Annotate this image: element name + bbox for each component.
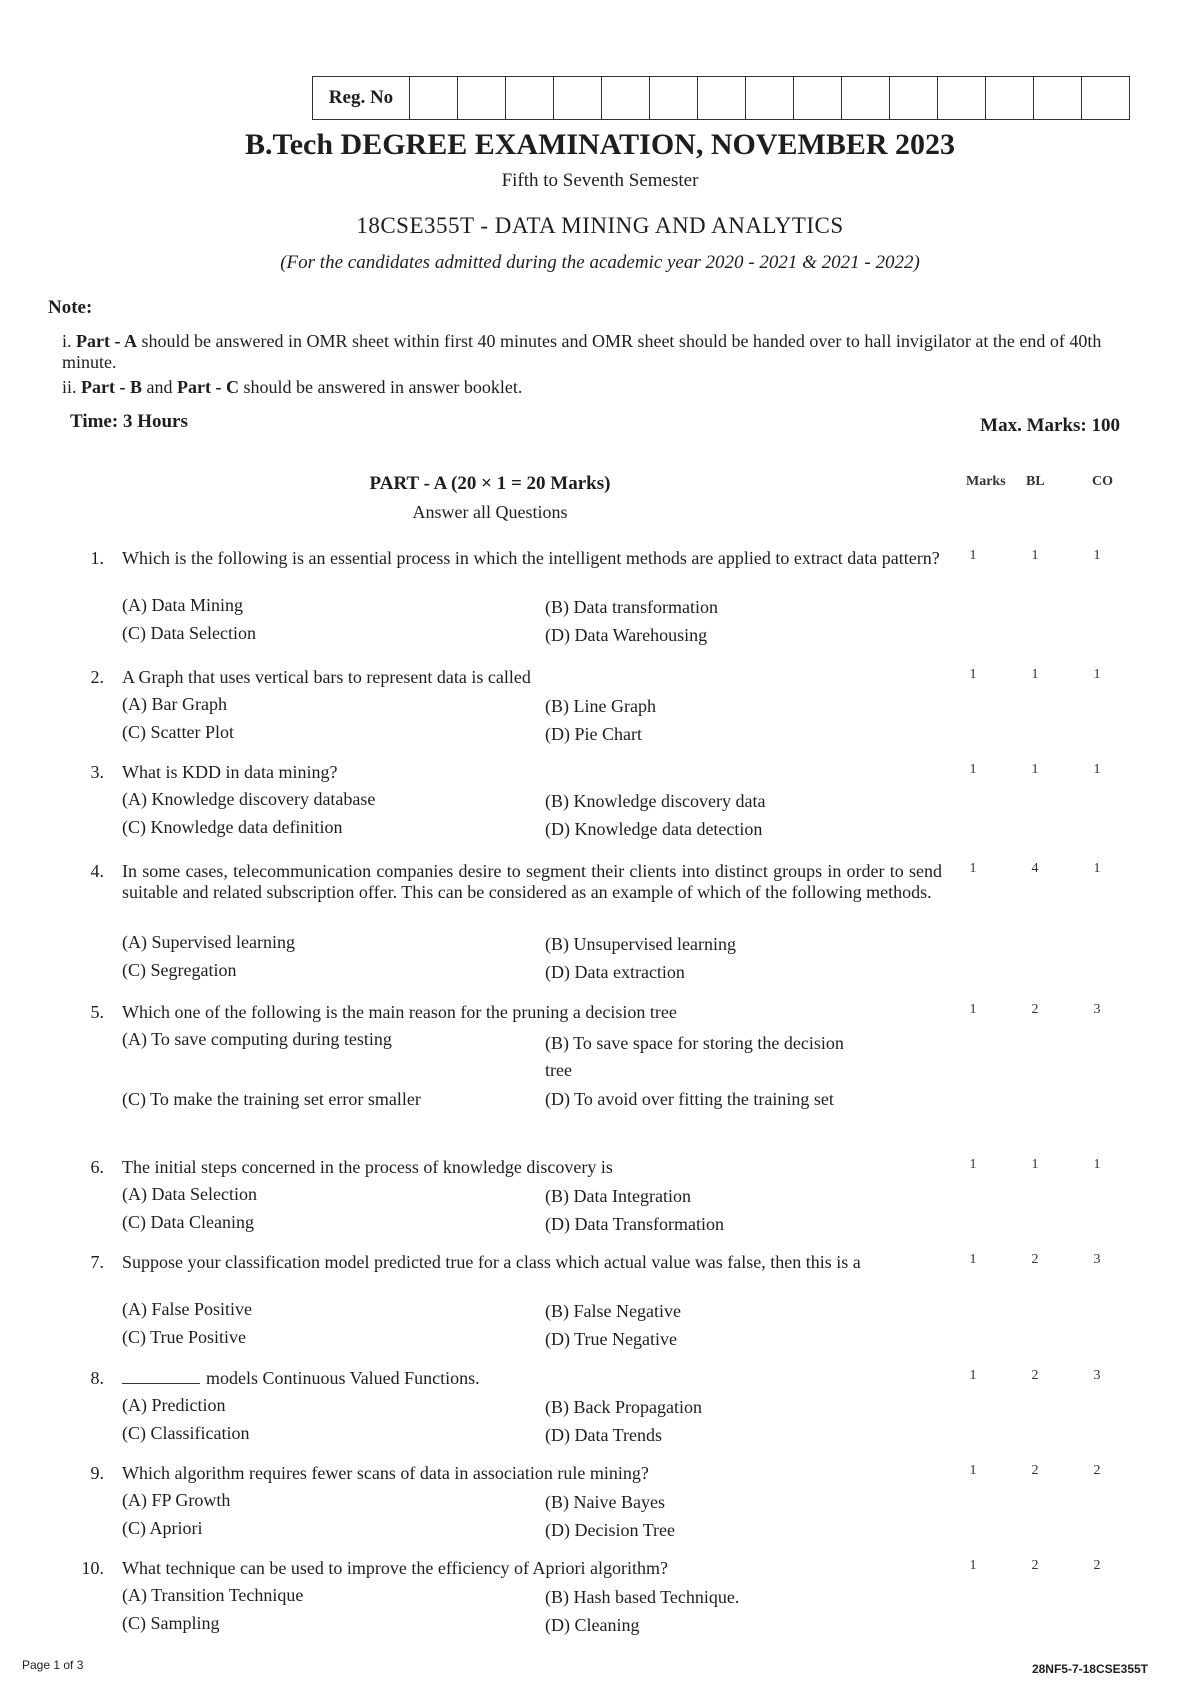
question-co: 3 <box>1093 1368 1101 1383</box>
option-a: (A) Data Selection <box>122 1184 257 1204</box>
option-c: (C) Scatter Plot <box>122 722 234 742</box>
question-marks: 1 <box>969 1002 977 1017</box>
max-marks: Max. Marks: 100 <box>980 415 1120 436</box>
option-b: (B) Hash based Technique. <box>545 1587 740 1607</box>
option-c: (C) Sampling <box>122 1613 220 1633</box>
question-bl: 1 <box>1031 1157 1039 1172</box>
option-a: (A) FP Growth <box>122 1490 231 1510</box>
paper-code: 28NF5-7-18CSE355T <box>1031 1662 1148 1676</box>
option-a: (A) False Positive <box>122 1299 252 1319</box>
option-c: (C) To make the training set error smaller <box>122 1089 421 1109</box>
reg-no-label: Reg. No <box>313 77 410 119</box>
admitted-note: (For the candidates admitted during the academic year 2020 - 2021 & 2021 - 2022) <box>280 252 920 273</box>
question-bl: 2 <box>1031 1252 1039 1267</box>
option-b: (B) False Negative <box>545 1301 681 1321</box>
question-number: 1. <box>90 548 104 568</box>
option-b: (B) Data Integration <box>545 1186 691 1206</box>
option-b: (B) Knowledge discovery data <box>545 791 766 811</box>
question-co: 1 <box>1093 548 1101 563</box>
reg-no-cell <box>602 77 650 119</box>
question-number: 10. <box>81 1558 104 1578</box>
option-c: (C) Knowledge data definition <box>122 817 343 837</box>
question-marks: 1 <box>969 667 977 682</box>
question-number: 8. <box>90 1368 104 1388</box>
fill-in-blank <box>122 1383 200 1384</box>
question-marks: 1 <box>969 548 977 563</box>
question-co: 1 <box>1093 667 1101 682</box>
part-a-title: PART - A (20 × 1 = 20 Marks) <box>369 473 611 494</box>
question-co: 3 <box>1093 1252 1101 1267</box>
reg-no-cell <box>554 77 602 119</box>
reg-no-cell <box>746 77 794 119</box>
option-c: (C) True Positive <box>122 1327 247 1347</box>
question-text: Which is the following is an essential process in which the intelligent methods are applied to extract data pattern? <box>122 548 940 568</box>
option-a: (A) Prediction <box>122 1395 226 1415</box>
semester: Fifth to Seventh Semester <box>501 170 699 191</box>
question-co: 2 <box>1093 1463 1101 1478</box>
question-bl: 1 <box>1031 548 1039 563</box>
question-co: 1 <box>1093 762 1101 777</box>
option-b: (B) Data transformation <box>545 597 718 617</box>
option-a: (A) Bar Graph <box>122 694 227 714</box>
question-bl: 2 <box>1031 1463 1039 1478</box>
option-c: (C) Classification <box>122 1423 250 1443</box>
question-marks: 1 <box>969 1463 977 1478</box>
reg-no-cell <box>890 77 938 119</box>
question-co: 2 <box>1093 1558 1101 1573</box>
question-marks: 1 <box>969 1368 977 1383</box>
course-title: 18CSE355T - DATA MINING AND ANALYTICS <box>356 213 844 238</box>
question-bl: 1 <box>1031 667 1039 682</box>
option-b: (B) To save space for storing the decision tree <box>545 1033 844 1080</box>
question-marks: 1 <box>969 1252 977 1267</box>
option-a: (A) Transition Technique <box>122 1585 304 1605</box>
question-text: A Graph that uses vertical bars to represent data is called <box>122 667 531 687</box>
question-number: 2. <box>90 667 104 687</box>
option-d: (D) Data extraction <box>545 962 685 982</box>
exam-time: Time: 3 Hours <box>70 411 188 432</box>
question-bl: 2 <box>1031 1002 1039 1017</box>
option-d: (D) True Negative <box>545 1329 677 1349</box>
reg-no-cell <box>938 77 986 119</box>
option-a: (A) Supervised learning <box>122 932 295 952</box>
question-text: In some cases, telecommunication companies desire to segment their clients into distinct groups in order to send suitable and related subscription offer. This can be considered as an example of which of the following methods. <box>122 861 942 902</box>
option-c: (C) Segregation <box>122 960 237 980</box>
note-line-2: ii. Part - B and Part - C should be answered in answer booklet. <box>62 377 523 397</box>
question-co: 3 <box>1093 1002 1101 1017</box>
question-number: 6. <box>90 1157 104 1177</box>
question-number: 9. <box>90 1463 104 1483</box>
option-d: (D) Data Warehousing <box>545 625 708 645</box>
option-a: (A) To save computing during testing <box>122 1029 392 1049</box>
option-b: (B) Unsupervised learning <box>545 934 736 954</box>
reg-no-cell <box>986 77 1034 119</box>
question-text: The initial steps concerned in the process of knowledge discovery is <box>122 1157 613 1177</box>
question-bl: 2 <box>1031 1368 1039 1383</box>
question-text: models Continuous Valued Functions. <box>122 1368 942 1389</box>
question-number: 7. <box>90 1252 104 1272</box>
exam-title: B.Tech DEGREE EXAMINATION, NOVEMBER 2023 <box>244 128 956 161</box>
question-bl: 1 <box>1031 762 1039 777</box>
option-b: (B) Line Graph <box>545 696 656 716</box>
question-text: Suppose your classification model predicted true for a class which actual value was false, then this is a <box>122 1252 861 1272</box>
question-marks: 1 <box>969 861 977 876</box>
reg-no-cell <box>458 77 506 119</box>
option-d: (D) Data Transformation <box>545 1214 724 1234</box>
column-header-marks: Marks <box>966 474 1006 489</box>
reg-no-cell <box>650 77 698 119</box>
question-bl: 4 <box>1031 861 1039 876</box>
reg-no-cell <box>1082 77 1129 119</box>
question-text: What is KDD in data mining? <box>122 762 338 782</box>
question-number: 5. <box>90 1002 104 1022</box>
option-a: (A) Data Mining <box>122 595 243 615</box>
question-marks: 1 <box>969 1157 977 1172</box>
question-bl: 2 <box>1031 1558 1039 1573</box>
part-a-subtitle: Answer all Questions <box>412 502 568 522</box>
question-number: 3. <box>90 762 104 782</box>
page-number: Page 1 of 3 <box>22 1658 84 1672</box>
option-d: (D) To avoid over fitting the training set <box>545 1089 834 1109</box>
reg-no-cell <box>698 77 746 119</box>
option-d: (D) Data Trends <box>545 1425 662 1445</box>
question-text: Which one of the following is the main reason for the pruning a decision tree <box>122 1002 677 1022</box>
note-line-1: i. Part - A should be answered in OMR sheet within first 40 minutes and OMR sheet should be handed over to hall invigilator at the end of 40th minute. <box>62 331 1102 372</box>
option-d: (D) Cleaning <box>545 1615 640 1635</box>
option-d: (D) Decision Tree <box>545 1520 675 1540</box>
question-marks: 1 <box>969 1558 977 1573</box>
option-a: (A) Knowledge discovery database <box>122 789 376 809</box>
question-number: 4. <box>90 861 104 881</box>
option-d: (D) Knowledge data detection <box>545 819 763 839</box>
reg-no-box <box>312 76 1130 120</box>
question-co: 1 <box>1093 861 1101 876</box>
reg-no-cell <box>1034 77 1082 119</box>
question-marks: 1 <box>969 762 977 777</box>
question-text: What technique can be used to improve the efficiency of Apriori algorithm? <box>122 1558 668 1578</box>
reg-no-cell <box>506 77 554 119</box>
option-b: (B) Naive Bayes <box>545 1492 665 1512</box>
question-text: Which algorithm requires fewer scans of data in association rule mining? <box>122 1463 649 1483</box>
column-header-co: CO <box>1092 474 1113 489</box>
option-d: (D) Pie Chart <box>545 724 642 744</box>
option-c: (C) Data Cleaning <box>122 1212 254 1232</box>
option-c: (C) Data Selection <box>122 623 256 643</box>
reg-no-cell <box>794 77 842 119</box>
question-co: 1 <box>1093 1157 1101 1172</box>
reg-no-cell <box>410 77 458 119</box>
column-header-bl: BL <box>1026 474 1045 489</box>
note-heading: Note: <box>48 297 93 318</box>
reg-no-cell <box>842 77 890 119</box>
option-b: (B) Back Propagation <box>545 1397 702 1417</box>
option-c: (C) Apriori <box>122 1518 203 1538</box>
